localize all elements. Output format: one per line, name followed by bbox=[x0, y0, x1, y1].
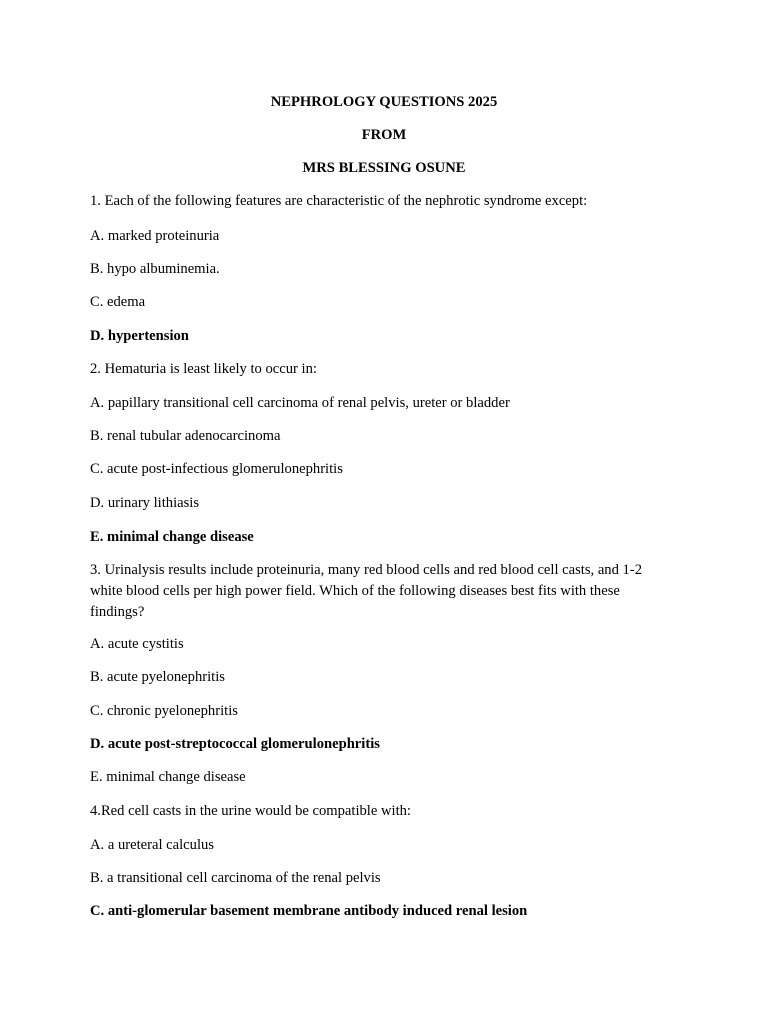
question-2-option-c: C. acute post-infectious glomerulonephritis bbox=[90, 461, 343, 477]
question-4-stem: 4.Red cell casts in the urine would be compatible with: bbox=[90, 803, 411, 819]
question-4-option-c-answer: C. anti-glomerular basement membrane antibody induced renal lesion bbox=[90, 903, 528, 919]
document-subtitle-from: FROM bbox=[361, 127, 407, 143]
question-3-option-d-answer: D. acute post-streptococcal glomerulonephritis bbox=[90, 736, 380, 752]
question-3-option-b: B. acute pyelonephritis bbox=[90, 669, 225, 685]
question-3-option-e: E. minimal change disease bbox=[90, 769, 246, 785]
question-1-option-c: C. edema bbox=[90, 294, 146, 310]
question-4-option-a: A. a ureteral calculus bbox=[90, 837, 214, 853]
question-3-stem: 3. Urinalysis results include proteinuria, many red blood cells and red blood cell casts, and 1-2 white blood cells per high power field. Which of the following diseases best fits with these findings? bbox=[90, 562, 642, 620]
question-1-option-b: B. hypo albuminemia. bbox=[90, 261, 220, 277]
question-2-option-e-answer: E. minimal change disease bbox=[90, 529, 254, 545]
question-3-option-c: C. chronic pyelonephritis bbox=[90, 703, 238, 719]
question-1-option-a: A. marked proteinuria bbox=[90, 228, 220, 244]
document-title: NEPHROLOGY QUESTIONS 2025 bbox=[270, 94, 498, 110]
document-author: MRS BLESSING OSUNE bbox=[302, 160, 466, 176]
question-2-stem: 2. Hematuria is least likely to occur in: bbox=[90, 361, 317, 377]
question-2-option-a: A. papillary transitional cell carcinoma of renal pelvis, ureter or bladder bbox=[90, 395, 510, 411]
question-2-option-d: D. urinary lithiasis bbox=[90, 495, 200, 511]
question-4-option-b: B. a transitional cell carcinoma of the renal pelvis bbox=[90, 870, 381, 886]
question-1-stem: 1. Each of the following features are characteristic of the nephrotic syndrome except: bbox=[90, 193, 588, 209]
question-3-option-a: A. acute cystitis bbox=[90, 636, 184, 652]
question-2-option-b: B. renal tubular adenocarcinoma bbox=[90, 428, 281, 444]
question-1-option-d-answer: D. hypertension bbox=[90, 328, 189, 344]
